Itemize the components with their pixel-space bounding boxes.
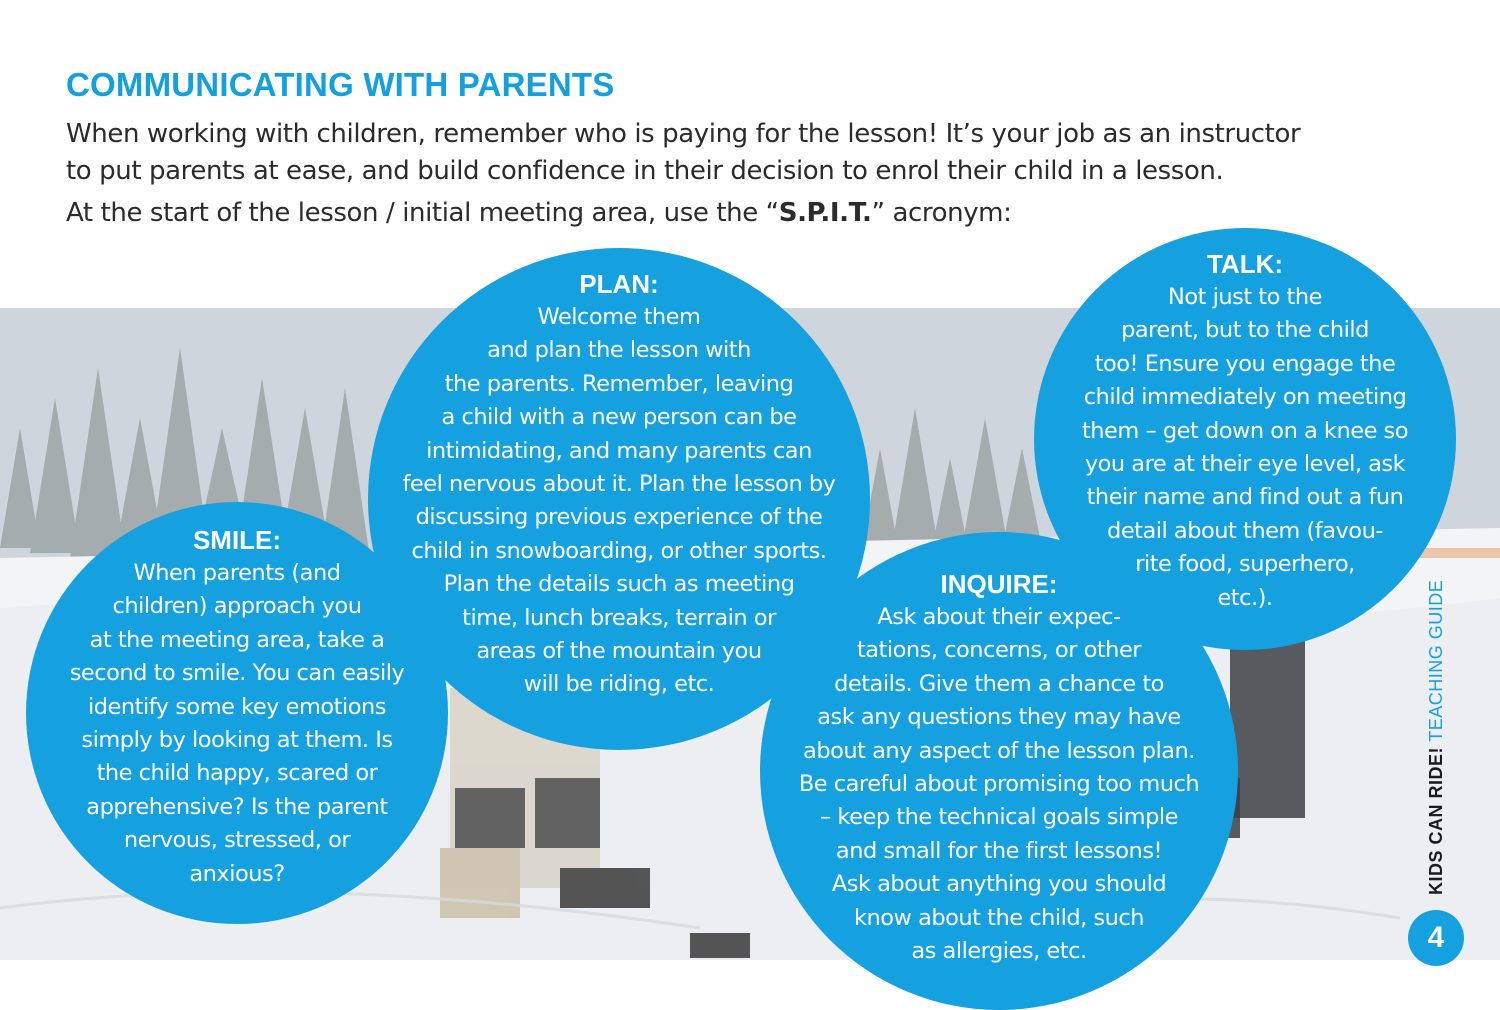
inquire-line: tations, concerns, or other bbox=[856, 637, 1142, 664]
talk-heading: TALK: bbox=[1206, 249, 1284, 279]
guide-side-label bbox=[1424, 545, 1448, 895]
plan-line: the parents. Remember, leaving bbox=[444, 370, 794, 397]
inquire-line: – keep the technical goals simple bbox=[820, 804, 1178, 831]
inquire-line: Ask about anything you should bbox=[831, 871, 1167, 898]
page-title: COMMUNICATING WITH PARENTS bbox=[66, 66, 615, 103]
talk-line: too! Ensure you engage the bbox=[1094, 350, 1396, 377]
plan-line: time, lunch breaks, terrain or bbox=[462, 604, 776, 631]
inquire-line: and small for the first lessons! bbox=[835, 837, 1163, 864]
intro-line: to put parents at ease, and build confidence in their decision to enrol their child in a lesson. bbox=[66, 156, 1224, 186]
smile-line: When parents (and bbox=[133, 560, 341, 586]
smile-line: identify some key emotions bbox=[88, 693, 386, 720]
acronym-line bbox=[66, 195, 1386, 232]
plan-line: a child with a new person can be bbox=[441, 404, 797, 431]
talk-bubble bbox=[1034, 228, 1456, 650]
talk-line: Not just to the bbox=[1168, 284, 1322, 310]
acronym-suffix: ” acronym: bbox=[871, 198, 1012, 228]
page-number: 4 bbox=[1408, 910, 1464, 966]
talk-line: child immediately on meeting bbox=[1083, 384, 1407, 411]
talk-line: rite food, superhero, bbox=[1135, 551, 1355, 578]
inquire-line: details. Give them a chance to bbox=[834, 670, 1164, 697]
inquire-heading: INQUIRE: bbox=[940, 569, 1058, 599]
smile-line: second to smile. You can easily bbox=[69, 660, 405, 687]
smile-line: simply by looking at them. Is bbox=[81, 727, 393, 754]
plan-heading: PLAN: bbox=[579, 269, 659, 299]
plan-line: Welcome them bbox=[537, 304, 701, 330]
plan-line: will be riding, etc. bbox=[523, 671, 715, 698]
talk-line: you are at their eye level, ask bbox=[1084, 451, 1406, 478]
smile-heading: SMILE: bbox=[192, 525, 282, 555]
brand-name: KIDS CAN RIDE! bbox=[1426, 746, 1446, 895]
guide-name: TEACHING GUIDE bbox=[1426, 579, 1446, 742]
plan-line: and plan the lesson with bbox=[487, 337, 751, 364]
acronym: S.P.I.T. bbox=[778, 198, 872, 228]
talk-line: etc.). bbox=[1217, 584, 1273, 611]
acronym-prefix: At the start of the lesson / initial meeting area, use the “ bbox=[66, 198, 779, 228]
plan-line: feel nervous about it. Plan the lesson by bbox=[402, 471, 836, 498]
talk-line: detail about them (favou- bbox=[1107, 517, 1383, 544]
inquire-line: as allergies, etc. bbox=[911, 938, 1087, 965]
intro-paragraph bbox=[66, 116, 1386, 232]
smile-bubble bbox=[26, 502, 448, 924]
smile-line: children) approach you bbox=[112, 593, 362, 620]
smile-line: nervous, stressed, or bbox=[123, 827, 351, 854]
talk-line: their name and find out a fun bbox=[1086, 484, 1404, 511]
talk-line: parent, but to the child bbox=[1121, 317, 1369, 344]
inquire-line: Be careful about promising too much bbox=[798, 771, 1200, 798]
inquire-line: ask any questions they may have bbox=[817, 704, 1181, 731]
plan-line: intimidating, and many parents can bbox=[426, 437, 812, 464]
smile-line: apprehensive? Is the parent bbox=[86, 793, 388, 820]
intro-line: When working with children, remember who is paying for the lesson! It’s your job as an instructor bbox=[66, 119, 1301, 149]
plan-line: Plan the details such as meeting bbox=[443, 571, 795, 598]
smile-line: at the meeting area, take a bbox=[89, 626, 385, 653]
inquire-line: about any aspect of the lesson plan. bbox=[803, 737, 1195, 764]
plan-line: child in snowboarding, or other sports. bbox=[411, 537, 827, 564]
plan-line: discussing previous experience of the bbox=[415, 504, 823, 531]
smile-line: the child happy, scared or bbox=[96, 760, 378, 787]
plan-line: areas of the mountain you bbox=[476, 638, 762, 665]
inquire-line: Ask about their expec- bbox=[877, 604, 1121, 630]
inquire-line: know about the child, such bbox=[853, 904, 1145, 931]
talk-line: them – get down on a knee so bbox=[1081, 417, 1409, 444]
smile-line: anxious? bbox=[189, 860, 285, 887]
